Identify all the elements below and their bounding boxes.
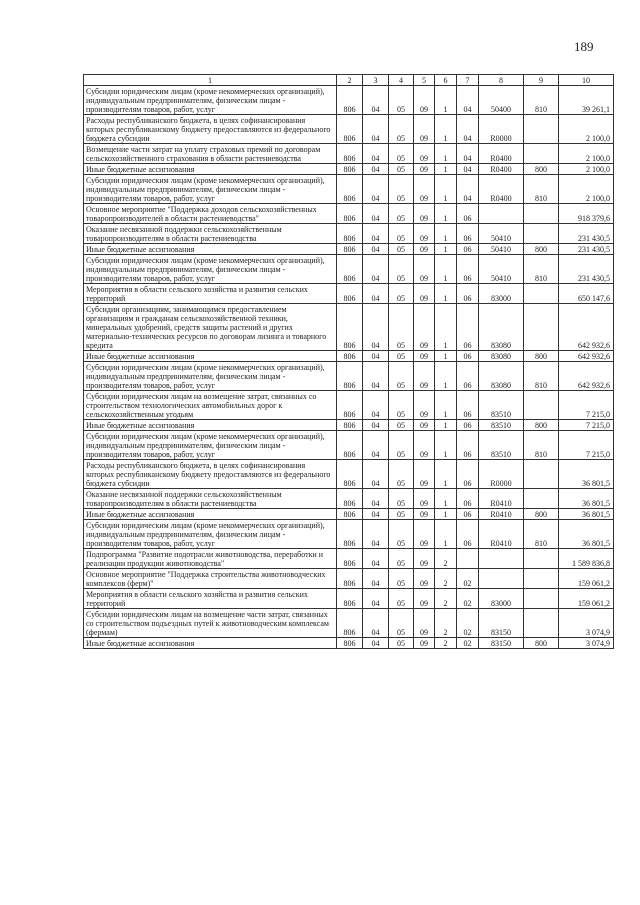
row-code-cell: 806 [337, 460, 363, 489]
row-code-cell [524, 144, 559, 164]
row-code-cell: 06 [457, 431, 479, 460]
row-code-cell: 04 [363, 86, 389, 115]
row-code-cell: 1 [435, 351, 457, 362]
row-code-cell: 04 [363, 549, 389, 569]
row-code-cell: 04 [363, 609, 389, 638]
row-code-cell: 02 [457, 638, 479, 649]
row-code-cell: 83080 [479, 362, 524, 391]
row-code-cell: 806 [337, 362, 363, 391]
row-code-cell: 50400 [479, 86, 524, 115]
row-name: Иные бюджетные ассигнования [84, 351, 337, 362]
row-code-cell [524, 549, 559, 569]
row-name: Расходы республиканского бюджета, в целях софинансирования которых республиканскому бюджету предоставляются из федерального бюджета субсидии [84, 460, 337, 489]
row-code-cell: 05 [389, 362, 414, 391]
row-code-cell: 04 [363, 164, 389, 175]
row-code-cell [524, 304, 559, 351]
row-amount: 2 100,0 [559, 144, 614, 164]
table-row [84, 204, 614, 224]
row-code-cell: 806 [337, 609, 363, 638]
row-code-cell: 810 [524, 86, 559, 115]
row-code-cell: 04 [363, 589, 389, 609]
row-code-cell: 806 [337, 175, 363, 204]
row-name: Субсидии юридическим лицам (кроме некоммерческих организаций), индивидуальным предпринимателям, физическим лицам - производителям товаров, работ, услуг [84, 362, 337, 391]
row-name: Основное мероприятие "Поддержка строительства животноводческих комплексов (ферм)" [84, 569, 337, 589]
row-code-cell: 2 [435, 589, 457, 609]
row-code-cell: 09 [414, 589, 435, 609]
row-code-cell: 05 [389, 351, 414, 362]
table-row [84, 115, 614, 144]
row-amount: 36 801,5 [559, 489, 614, 509]
table-row [84, 569, 614, 589]
row-name: Оказание несвязанной поддержки сельскохозяйственным товаропроизводителям в области растениеводства [84, 489, 337, 509]
row-code-cell: 806 [337, 144, 363, 164]
row-code-cell: 09 [414, 164, 435, 175]
column-header: 4 [389, 75, 414, 86]
row-code-cell: 04 [363, 638, 389, 649]
row-code-cell: 06 [457, 460, 479, 489]
row-amount: 36 801,5 [559, 520, 614, 549]
row-code-cell: 83080 [479, 351, 524, 362]
row-code-cell: R0410 [479, 509, 524, 520]
row-code-cell: 810 [524, 255, 559, 284]
row-amount: 159 061,2 [559, 589, 614, 609]
row-code-cell: 05 [389, 609, 414, 638]
row-code-cell: 09 [414, 520, 435, 549]
table-row [84, 144, 614, 164]
row-name: Оказание несвязанной поддержки сельскохозяйственным товаропроизводителям в области растениеводства [84, 224, 337, 244]
row-code-cell: 83510 [479, 431, 524, 460]
row-code-cell: 1 [435, 391, 457, 420]
row-amount: 2 100,0 [559, 164, 614, 175]
row-code-cell [524, 204, 559, 224]
row-amount: 7 215,0 [559, 431, 614, 460]
row-code-cell: 1 [435, 304, 457, 351]
row-code-cell: 50410 [479, 255, 524, 284]
row-code-cell: 04 [363, 431, 389, 460]
row-code-cell: 1 [435, 224, 457, 244]
row-amount: 2 100,0 [559, 175, 614, 204]
row-amount: 642 932,6 [559, 304, 614, 351]
row-code-cell: 04 [363, 520, 389, 549]
row-name: Мероприятия в области сельского хозяйства и развития сельских территорий [84, 589, 337, 609]
row-code-cell: 50410 [479, 224, 524, 244]
table-row [84, 589, 614, 609]
row-code-cell: 09 [414, 255, 435, 284]
table-row [84, 638, 614, 649]
row-code-cell: 09 [414, 489, 435, 509]
row-code-cell: 83000 [479, 284, 524, 304]
table-row [84, 304, 614, 351]
row-code-cell: 1 [435, 86, 457, 115]
row-code-cell: 1 [435, 255, 457, 284]
column-header: 9 [524, 75, 559, 86]
row-code-cell: 806 [337, 431, 363, 460]
row-amount: 650 147,6 [559, 284, 614, 304]
row-code-cell: 1 [435, 115, 457, 144]
row-code-cell: 806 [337, 244, 363, 255]
row-code-cell: 83000 [479, 589, 524, 609]
row-name: Субсидии организациям, занимающимся предоставлением организациям и гражданам сельскохозяйственной техники, минеральных удобрений, средств защиты растений и других материально-технических ресурсов по договорам лизинга и товарного кредита [84, 304, 337, 351]
row-code-cell: 04 [363, 144, 389, 164]
row-code-cell: 83150 [479, 609, 524, 638]
row-code-cell: 09 [414, 609, 435, 638]
row-code-cell: 09 [414, 569, 435, 589]
table-row [84, 224, 614, 244]
row-code-cell: 800 [524, 244, 559, 255]
row-code-cell: 806 [337, 489, 363, 509]
row-amount: 39 261,1 [559, 86, 614, 115]
row-code-cell: 1 [435, 460, 457, 489]
row-code-cell: 04 [457, 144, 479, 164]
row-code-cell: 05 [389, 420, 414, 431]
row-code-cell: 810 [524, 431, 559, 460]
row-code-cell: 05 [389, 144, 414, 164]
row-code-cell: 09 [414, 284, 435, 304]
row-code-cell: 1 [435, 431, 457, 460]
row-code-cell: 06 [457, 391, 479, 420]
row-code-cell: 04 [363, 204, 389, 224]
column-header: 1 [84, 75, 337, 86]
row-code-cell [479, 549, 524, 569]
row-code-cell: 04 [457, 175, 479, 204]
row-code-cell: 04 [363, 489, 389, 509]
column-header: 10 [559, 75, 614, 86]
row-code-cell: 02 [457, 569, 479, 589]
row-code-cell: 05 [389, 175, 414, 204]
row-code-cell: 09 [414, 362, 435, 391]
row-code-cell: 800 [524, 638, 559, 649]
row-code-cell: 04 [363, 391, 389, 420]
row-name: Иные бюджетные ассигнования [84, 509, 337, 520]
row-code-cell: 2 [435, 638, 457, 649]
row-code-cell: 02 [457, 589, 479, 609]
row-code-cell: 806 [337, 86, 363, 115]
row-code-cell: 810 [524, 175, 559, 204]
row-amount: 3 074,9 [559, 609, 614, 638]
row-code-cell: R0410 [479, 520, 524, 549]
table-row [84, 549, 614, 569]
row-name: Подпрограмма "Развитие подотрасли животноводства, переработки и реализации продукции животноводства" [84, 549, 337, 569]
table-row [84, 284, 614, 304]
row-code-cell: 09 [414, 638, 435, 649]
row-code-cell: 800 [524, 351, 559, 362]
table-row [84, 460, 614, 489]
row-code-cell [524, 460, 559, 489]
row-amount: 231 430,5 [559, 244, 614, 255]
table-row [84, 420, 614, 431]
row-code-cell: 05 [389, 569, 414, 589]
row-code-cell: 04 [363, 509, 389, 520]
row-code-cell: 09 [414, 420, 435, 431]
row-code-cell: 06 [457, 304, 479, 351]
row-code-cell: 1 [435, 362, 457, 391]
table-row [84, 431, 614, 460]
page-number: 189 [574, 39, 594, 54]
table-row [84, 362, 614, 391]
row-amount: 36 801,5 [559, 509, 614, 520]
row-code-cell: 02 [457, 609, 479, 638]
row-name: Иные бюджетные ассигнования [84, 164, 337, 175]
row-code-cell: 83510 [479, 391, 524, 420]
row-name: Мероприятия в области сельского хозяйства и развития сельских территорий [84, 284, 337, 304]
row-code-cell: 04 [457, 86, 479, 115]
row-code-cell: 800 [524, 420, 559, 431]
row-code-cell: 83510 [479, 420, 524, 431]
table-row [84, 509, 614, 520]
row-code-cell: 2 [435, 569, 457, 589]
table-row [84, 175, 614, 204]
row-code-cell: 806 [337, 509, 363, 520]
row-code-cell: 04 [363, 284, 389, 304]
row-code-cell: 806 [337, 391, 363, 420]
row-amount: 231 430,5 [559, 224, 614, 244]
row-amount: 642 932,6 [559, 362, 614, 391]
row-code-cell: 806 [337, 520, 363, 549]
table-row [84, 489, 614, 509]
row-code-cell: 806 [337, 164, 363, 175]
row-code-cell: 806 [337, 224, 363, 244]
row-code-cell: 806 [337, 589, 363, 609]
row-code-cell: 05 [389, 284, 414, 304]
row-code-cell: R0400 [479, 164, 524, 175]
row-code-cell [479, 569, 524, 589]
row-code-cell: 05 [389, 520, 414, 549]
row-code-cell: 05 [389, 164, 414, 175]
column-header: 3 [363, 75, 389, 86]
row-code-cell [524, 115, 559, 144]
row-code-cell: 810 [524, 520, 559, 549]
row-code-cell: R0400 [479, 175, 524, 204]
row-code-cell: R0400 [479, 144, 524, 164]
row-code-cell: 04 [363, 115, 389, 144]
table-row [84, 351, 614, 362]
row-code-cell: 05 [389, 431, 414, 460]
row-code-cell: 09 [414, 224, 435, 244]
row-code-cell: 1 [435, 489, 457, 509]
row-name: Возмещение части затрат на уплату страховых премий по договорам сельскохозяйственного страхования в области растениеводства [84, 144, 337, 164]
row-code-cell: 1 [435, 284, 457, 304]
row-code-cell: 06 [457, 244, 479, 255]
row-code-cell: 806 [337, 351, 363, 362]
row-amount: 36 801,5 [559, 460, 614, 489]
row-code-cell: 04 [363, 362, 389, 391]
row-code-cell: 09 [414, 304, 435, 351]
row-code-cell: 06 [457, 489, 479, 509]
row-code-cell: 05 [389, 255, 414, 284]
table-header-row [84, 75, 614, 86]
row-code-cell: 09 [414, 244, 435, 255]
row-code-cell: 1 [435, 144, 457, 164]
row-code-cell: 09 [414, 460, 435, 489]
row-code-cell: R0410 [479, 489, 524, 509]
row-code-cell [524, 284, 559, 304]
row-name: Расходы республиканского бюджета, в целях софинансирования которых республиканскому бюджету предоставляются из федерального бюджета субсидии [84, 115, 337, 144]
row-name: Иные бюджетные ассигнования [84, 638, 337, 649]
row-name: Субсидии юридическим лицам (кроме некоммерческих организаций), индивидуальным предпринимателям, физическим лицам - производителям товаров, работ, услуг [84, 255, 337, 284]
row-name: Основное мероприятие "Поддержка доходов сельскохозяйственных товаропроизводителей в области растениеводства" [84, 204, 337, 224]
row-amount: 7 215,0 [559, 391, 614, 420]
row-code-cell: 806 [337, 638, 363, 649]
row-code-cell: 04 [363, 304, 389, 351]
row-code-cell: 1 [435, 175, 457, 204]
row-code-cell: 05 [389, 244, 414, 255]
row-code-cell: 2 [435, 549, 457, 569]
row-amount: 918 379,6 [559, 204, 614, 224]
row-code-cell: 806 [337, 255, 363, 284]
row-code-cell: 806 [337, 569, 363, 589]
row-name: Субсидии юридическим лицам на возмещение затрат, связанных со строительством технологических автомобильных дорог к сельскохозяйственным угодьям [84, 391, 337, 420]
row-name: Субсидии юридическим лицам на возмещение части затрат, связанных со строительством подъездных путей к животноводческим комплексам (фермам) [84, 609, 337, 638]
row-code-cell: 05 [389, 391, 414, 420]
row-code-cell: 06 [457, 204, 479, 224]
row-code-cell [524, 489, 559, 509]
row-name: Субсидии юридическим лицам (кроме некоммерческих организаций), индивидуальным предпринимателям, физическим лицам - производителям товаров, работ, услуг [84, 431, 337, 460]
row-amount: 231 430,5 [559, 255, 614, 284]
row-code-cell: 800 [524, 164, 559, 175]
column-header: 5 [414, 75, 435, 86]
row-code-cell: 06 [457, 520, 479, 549]
row-code-cell: 05 [389, 224, 414, 244]
row-code-cell: 06 [457, 284, 479, 304]
row-code-cell: 810 [524, 362, 559, 391]
row-code-cell: 06 [457, 362, 479, 391]
row-name: Субсидии юридическим лицам (кроме некоммерческих организаций), индивидуальным предпринимателям, физическим лицам - производителям товаров, работ, услуг [84, 520, 337, 549]
row-code-cell: 806 [337, 115, 363, 144]
row-code-cell: 05 [389, 115, 414, 144]
row-code-cell: 83150 [479, 638, 524, 649]
row-code-cell: 04 [457, 115, 479, 144]
row-code-cell: 09 [414, 431, 435, 460]
row-name: Иные бюджетные ассигнования [84, 420, 337, 431]
row-code-cell [457, 549, 479, 569]
row-code-cell: 09 [414, 175, 435, 204]
row-code-cell: 06 [457, 420, 479, 431]
row-code-cell: 09 [414, 391, 435, 420]
row-code-cell: 05 [389, 509, 414, 520]
row-code-cell: 06 [457, 351, 479, 362]
table-row [84, 164, 614, 175]
row-amount: 7 215,0 [559, 420, 614, 431]
row-amount: 1 589 836,8 [559, 549, 614, 569]
row-amount: 2 100,0 [559, 115, 614, 144]
column-header: 7 [457, 75, 479, 86]
row-name: Субсидии юридическим лицам (кроме некоммерческих организаций), индивидуальным предпринимателям, физическим лицам - производителям товаров, работ, услуг [84, 175, 337, 204]
table-row [84, 244, 614, 255]
row-code-cell: 04 [363, 175, 389, 204]
row-code-cell: 06 [457, 224, 479, 244]
row-code-cell: 806 [337, 204, 363, 224]
row-code-cell: 806 [337, 304, 363, 351]
row-code-cell: 04 [363, 351, 389, 362]
row-code-cell [524, 224, 559, 244]
row-code-cell: 800 [524, 509, 559, 520]
row-code-cell: 09 [414, 204, 435, 224]
row-code-cell: 1 [435, 509, 457, 520]
row-code-cell: 05 [389, 304, 414, 351]
row-code-cell: 806 [337, 284, 363, 304]
row-code-cell: 1 [435, 164, 457, 175]
row-code-cell: 04 [363, 244, 389, 255]
row-code-cell: 04 [363, 255, 389, 284]
row-code-cell: 05 [389, 638, 414, 649]
row-code-cell: 09 [414, 509, 435, 520]
row-code-cell: 04 [363, 569, 389, 589]
row-code-cell: 05 [389, 204, 414, 224]
table-row [84, 86, 614, 115]
table-row [84, 520, 614, 549]
row-code-cell: 1 [435, 520, 457, 549]
row-code-cell: 09 [414, 351, 435, 362]
row-code-cell: 05 [389, 489, 414, 509]
table-row [84, 391, 614, 420]
column-header: 6 [435, 75, 457, 86]
row-code-cell [524, 609, 559, 638]
column-header: 2 [337, 75, 363, 86]
row-code-cell: 1 [435, 420, 457, 431]
row-code-cell: 05 [389, 549, 414, 569]
row-code-cell: 05 [389, 460, 414, 489]
row-code-cell [479, 204, 524, 224]
row-code-cell: 05 [389, 86, 414, 115]
row-code-cell: 05 [389, 589, 414, 609]
row-amount: 3 074,9 [559, 638, 614, 649]
row-amount: 642 932,6 [559, 351, 614, 362]
row-code-cell: 06 [457, 255, 479, 284]
table-row [84, 255, 614, 284]
row-code-cell: 50410 [479, 244, 524, 255]
row-code-cell: 04 [363, 224, 389, 244]
budget-table [83, 74, 614, 649]
row-name: Иные бюджетные ассигнования [84, 244, 337, 255]
row-name: Субсидии юридическим лицам (кроме некоммерческих организаций), индивидуальным предпринимателям, физическим лицам - производителям товаров, работ, услуг [84, 86, 337, 115]
row-code-cell: 1 [435, 244, 457, 255]
row-code-cell [524, 569, 559, 589]
row-code-cell: 806 [337, 549, 363, 569]
table-row [84, 609, 614, 638]
row-code-cell: 04 [363, 460, 389, 489]
row-code-cell: 09 [414, 144, 435, 164]
row-code-cell [524, 589, 559, 609]
row-code-cell: 04 [457, 164, 479, 175]
row-code-cell: 83080 [479, 304, 524, 351]
row-code-cell: R0000 [479, 115, 524, 144]
row-code-cell: 09 [414, 549, 435, 569]
row-code-cell [524, 391, 559, 420]
row-code-cell: 806 [337, 420, 363, 431]
row-code-cell: 2 [435, 609, 457, 638]
row-amount: 159 061,2 [559, 569, 614, 589]
table-body [84, 86, 614, 649]
row-code-cell: 06 [457, 509, 479, 520]
row-code-cell: 09 [414, 115, 435, 144]
row-code-cell: R0000 [479, 460, 524, 489]
row-code-cell: 1 [435, 204, 457, 224]
row-code-cell: 09 [414, 86, 435, 115]
column-header: 8 [479, 75, 524, 86]
row-code-cell: 04 [363, 420, 389, 431]
